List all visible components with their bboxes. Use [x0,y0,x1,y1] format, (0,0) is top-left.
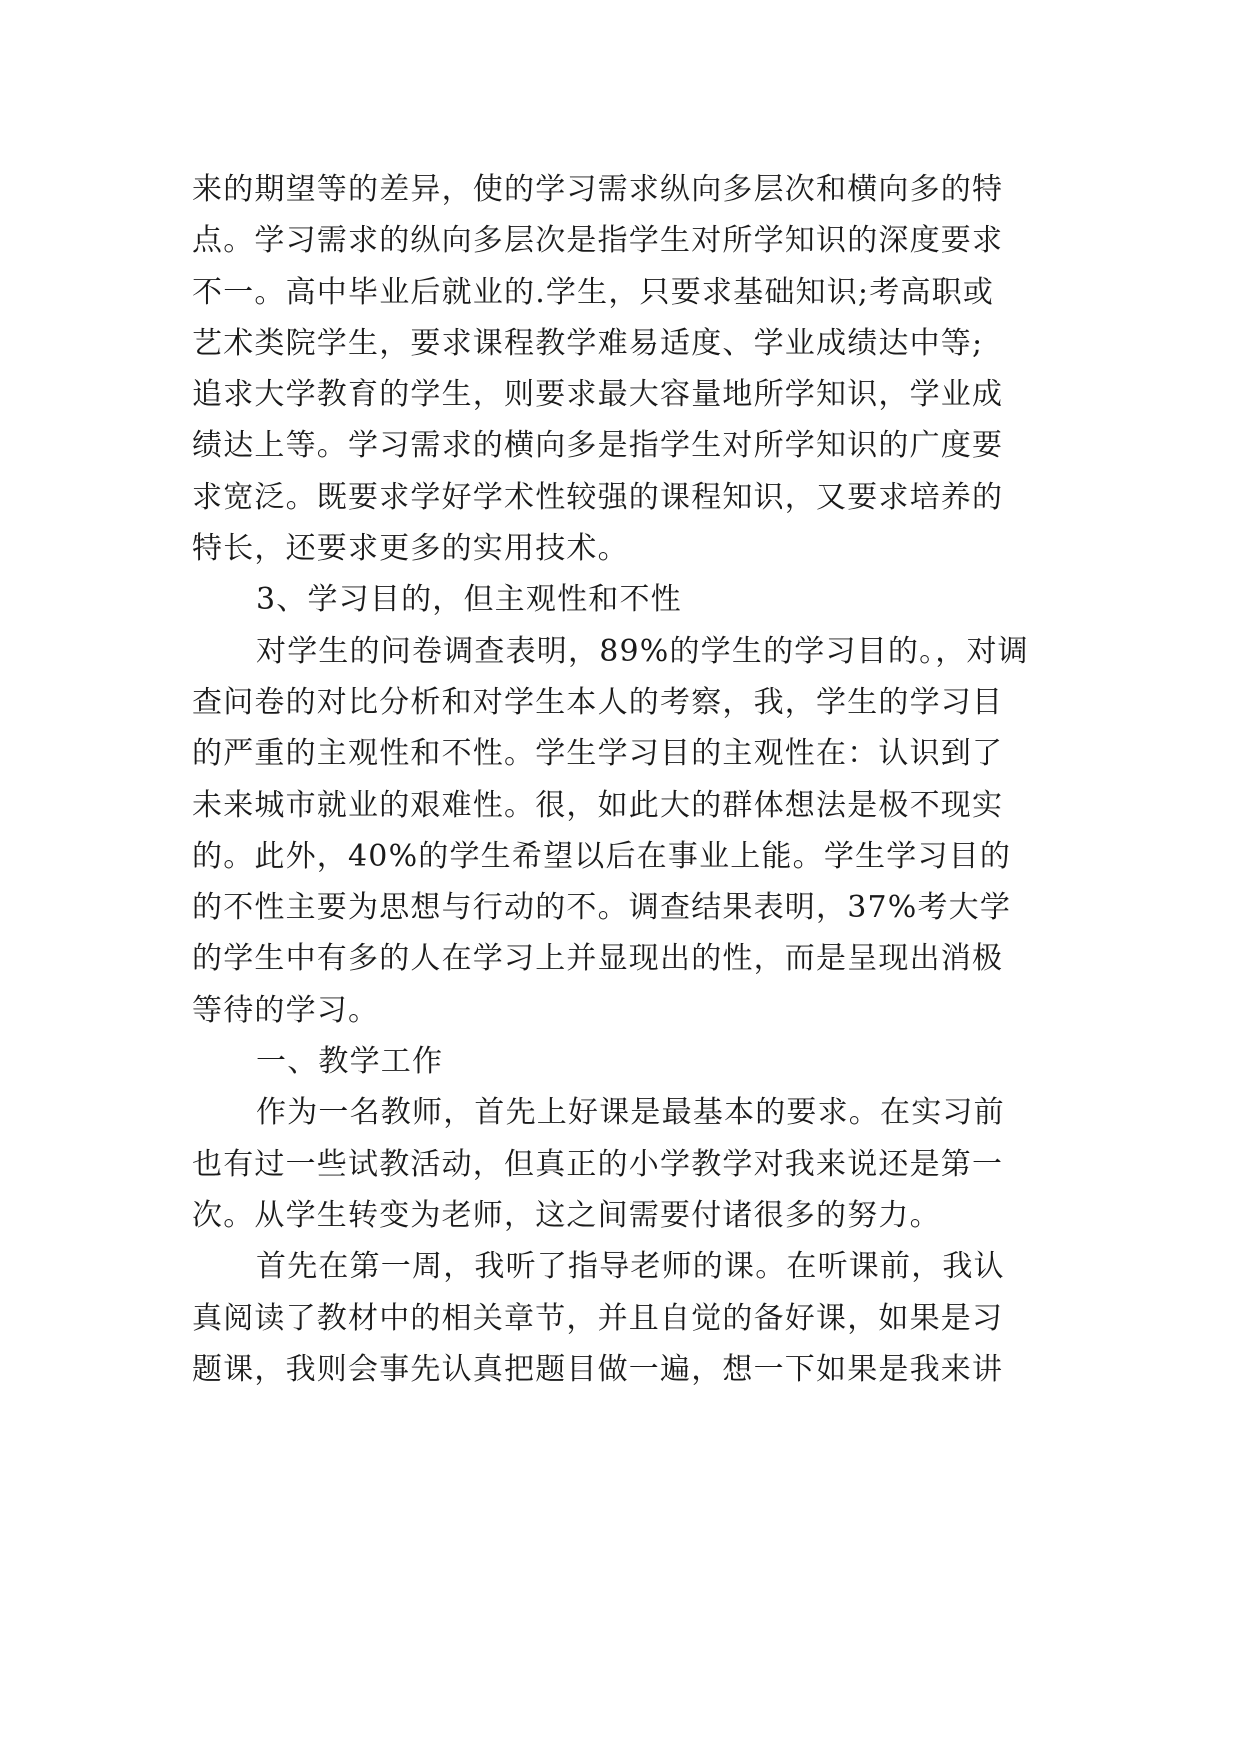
text-line: 特长，还要求更多的实用技术。 [192,531,629,567]
text-line: 的不性主要为思想与行动的不。调查结果表明，37%考大学 [192,890,1012,926]
text-line: 的。此外，40%的学生希望以后在事业上能。学生学习目的 [192,838,1012,874]
text-line: 等待的学习。 [192,992,380,1028]
text-line: 艺术类院学生，要求课程教学难易适度、学业成绩达中等; [192,325,984,361]
section-heading: 3、学习目的，但主观性和不性 [256,582,682,618]
section-heading: 一、教学工作 [256,1044,444,1080]
text-line: 查问卷的对比分析和对学生本人的考察，我，学生的学习目 [192,684,1004,720]
body-text [192,164,1049,1395]
text-line: 真阅读了教材中的相关章节，并且自觉的备好课，如果是习 [192,1300,1004,1336]
text-line: 追求大学教育的学生，则要求最大容量地所学知识，学业成 [192,377,1004,413]
text-line: 首先在第一周，我听了指导老师的课。在听课前，我认 [256,1249,1005,1285]
text-line: 的学生中有多的人在学习上并显现出的性，而是呈现出消极 [192,941,1004,977]
text-line: 未来城市就业的艰难性。很，如此大的群体想法是极不现实 [192,787,1004,823]
text-line: 次。从学生转变为老师，这之间需要付诸很多的努力。 [192,1197,941,1233]
text-line: 的严重的主观性和不性。学生学习目的主观性在：认识到了 [192,736,1004,772]
text-line: 来的期望等的差异，使的学习需求纵向多层次和横向多的特 [192,172,1004,207]
text-line: 绩达上等。学习需求的横向多是指学生对所学知识的广度要 [192,428,1004,464]
text-line: 也有过一些试教活动，但真正的小学教学对我来说还是第一 [192,1146,1004,1182]
text-line: 不一。高中毕业后就业的.学生，只要求基础知识;考高职或 [192,274,995,310]
text-line: 作为一名教师，首先上好课是最基本的要求。在实习前 [256,1095,1005,1131]
text-line: 点。学习需求的纵向多层次是指学生对所学知识的深度要求 [192,223,1004,259]
text-line: 求宽泛。既要求学好学术性较强的课程知识，又要求培养的 [192,479,1004,515]
text-line: 题课，我则会事先认真把题目做一遍，想一下如果是我来讲 [192,1351,1004,1387]
text-line: 对学生的问卷调查表明，89%的学生的学习目的。，对调 [256,633,1029,669]
